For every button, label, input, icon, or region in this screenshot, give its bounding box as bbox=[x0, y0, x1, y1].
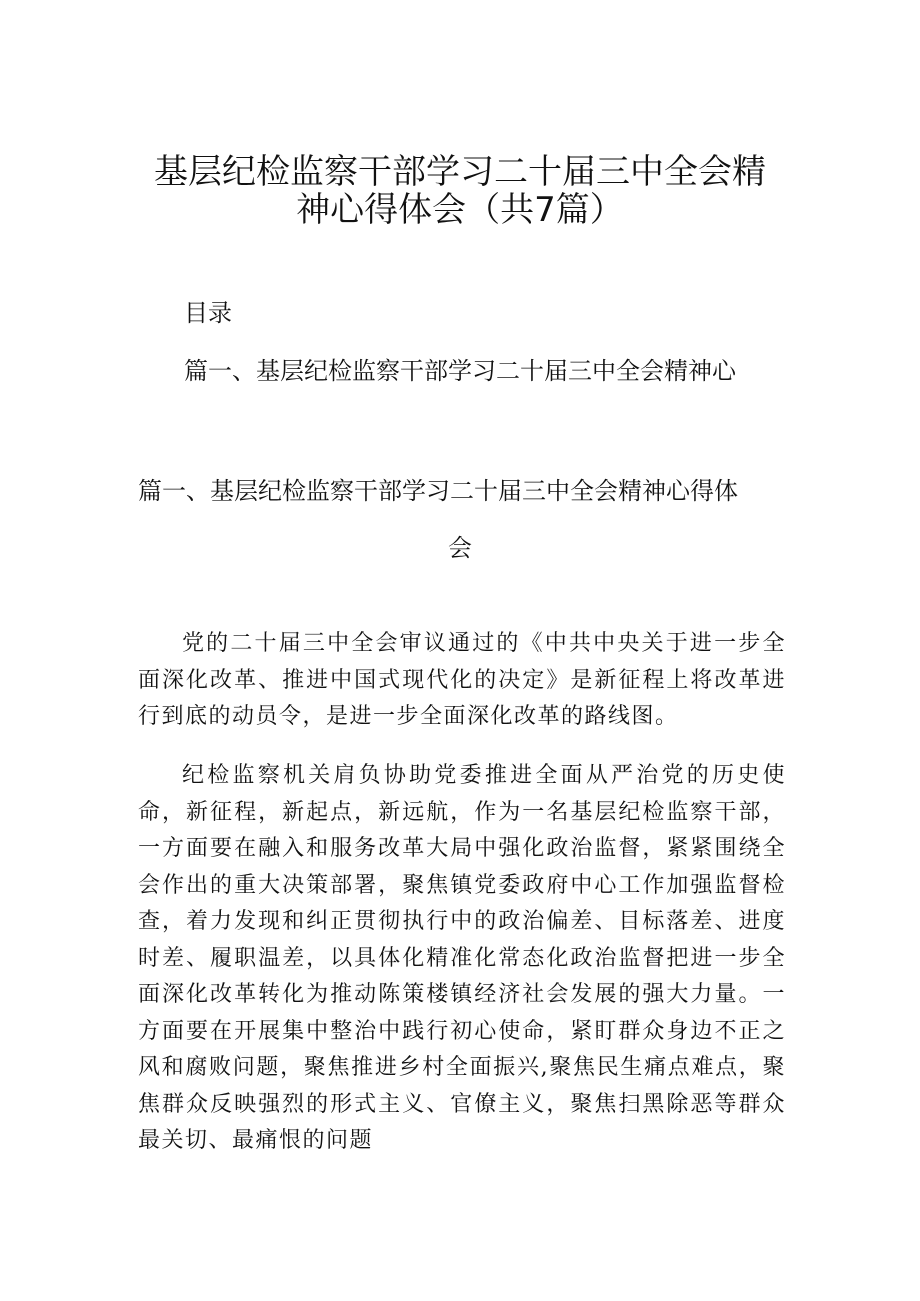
section-heading-line-1: 篇一、基层纪检监察干部学习二十届三中全会精神心得体 bbox=[138, 477, 738, 505]
toc-heading: 目录 bbox=[184, 299, 232, 327]
toc-item[interactable]: 篇一、基层纪检监察干部学习二十届三中全会精神心 bbox=[184, 357, 736, 385]
body-paragraph: 党的二十届三中全会审议通过的《中共中央关于进一步全面深化改革、推进中国式现代化的决定》是新征程上将改革进行到底的动员令，是进一步全面深化改革的路线图。 bbox=[138, 631, 786, 729]
section-heading-line-2: 会 bbox=[448, 534, 472, 562]
document-title-line-1: 基层纪检监察干部学习二十届三中全会精 bbox=[154, 152, 766, 192]
body-paragraph-1-container bbox=[138, 626, 786, 736]
body-paragraph: 纪检监察机关肩负协助党委推进全面从严治党的历史使命，新征程，新起点，新远航，作为一名基层纪检监察干部，一方面要在融入和服务改革大局中强化政治监督，紧紧围绕全会作出的重大决策部署，聚焦镇党委政府中心工作加强监督检查，着力发现和纠正贯彻执行中的政治偏差、目标落差、进度时差、履职温差，以具体化精准化常态化政治监督把进一步全面深化改革转化为推动陈策楼镇经济社会发展的强大力量。一方面要在开展集中整治中践行初心使命，紧盯群众身边不正之风和腐败问题，聚焦推进乡村全面振兴,聚焦民生痛点难点，聚焦群众反映强烈的形式主义、官僚主义，聚焦扫黑除恶等群众最关切、最痛恨的问题 bbox=[138, 763, 786, 1153]
document-title-line-2: 神心得体会（共7篇） bbox=[296, 190, 624, 230]
body-paragraph-2-container bbox=[138, 758, 786, 1160]
